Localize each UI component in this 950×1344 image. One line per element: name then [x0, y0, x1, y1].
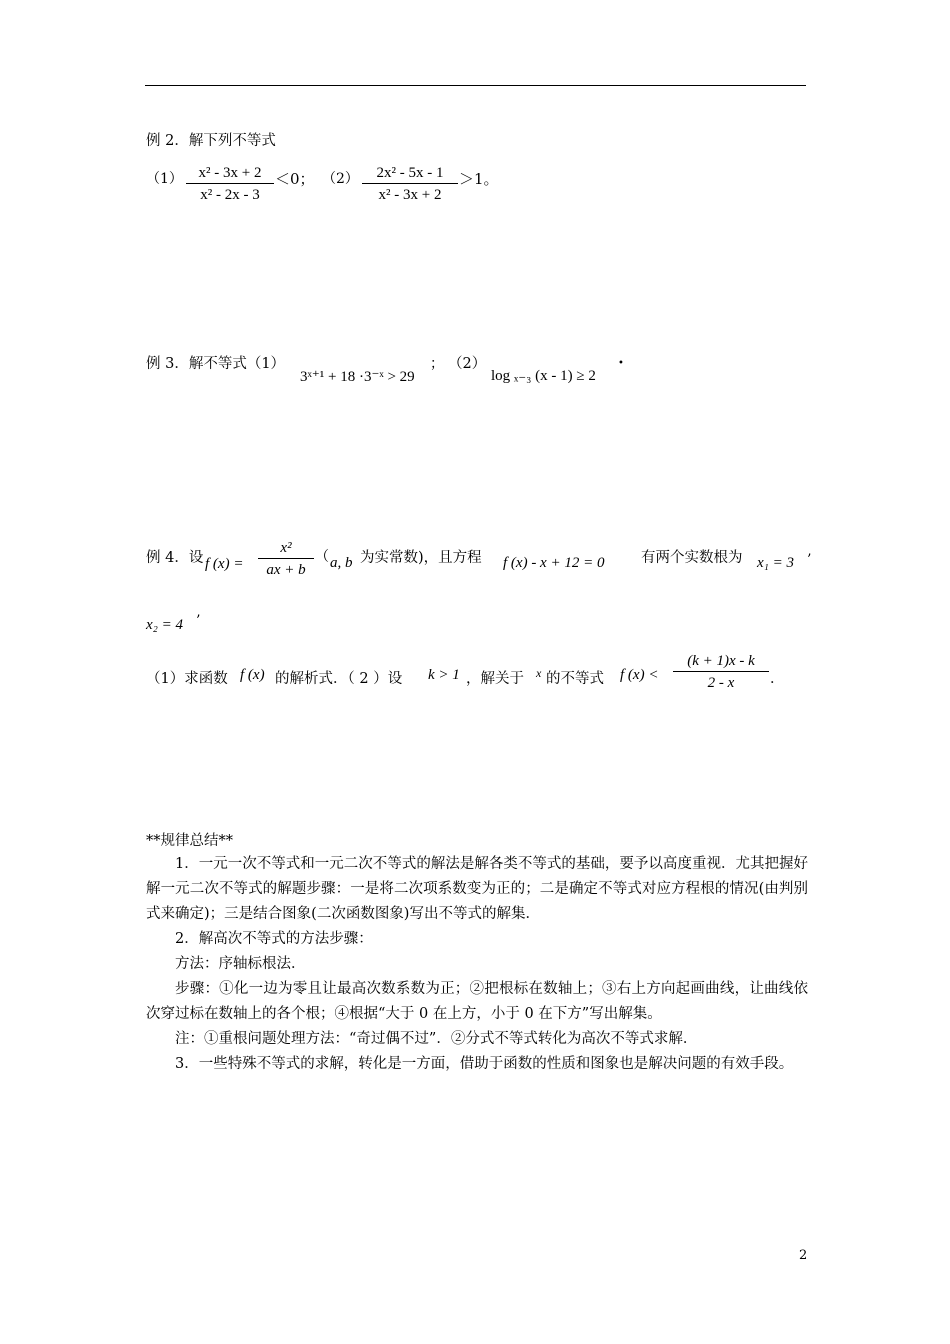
example4-question-2-denominator: 2 - x: [707, 675, 735, 691]
example4-label: 例 4．设: [146, 550, 204, 566]
example4-question-2-text-2: 的不等式: [546, 671, 604, 687]
example4-question-2-numerator: (k + 1)x - k: [673, 653, 769, 672]
example4-params: a, b: [330, 555, 353, 571]
example3-label-2: （2）: [448, 356, 487, 372]
summary-note: 注：①重根问题处理方法：“奇过偶不过”．②分式不等式转化为高次不等式求解．: [175, 1031, 698, 1047]
example4-question-1-label: （1）求函数: [146, 671, 228, 687]
example2-part1-fraction: [186, 165, 274, 204]
example2-part1-denominator: x² - 2x - 3: [200, 187, 260, 203]
example3-label: 例 3．解不等式（1）: [146, 356, 286, 372]
summary-method: 方法：序轴标根法．: [175, 956, 306, 972]
example4-function-numerator: x²: [258, 540, 314, 559]
summary-item-3: 3．一些特殊不等式的求解，转化是一方面，借助于函数的性质和图象也是解决问题的有效手段。: [175, 1056, 794, 1072]
example4-question-2-variable: x: [536, 666, 542, 680]
example2-title: 例 2．解下列不等式: [146, 133, 276, 149]
example2-part2-numerator: 2x² - 5x - 1: [362, 165, 458, 184]
example3-end-mark: •: [618, 358, 624, 369]
example4-question-2-lhs: f (x) <: [620, 667, 659, 683]
summary-item-2: 2．解高次不等式的方法步骤：: [175, 931, 373, 947]
example4-params-text: 为实常数)，且方程: [360, 550, 482, 566]
example4-root-2: x₂ = 4: [146, 617, 183, 633]
example4-function-lhs: f (x) =: [205, 556, 244, 572]
example3-separator: ；: [430, 356, 444, 372]
example2-part1-relation: ＜0；: [275, 170, 315, 188]
example2-part2-denominator: x² - 3x + 2: [378, 187, 442, 203]
example2-part1-numerator: x² - 3x + 2: [186, 165, 274, 184]
summary-heading: **规律总结**: [146, 833, 233, 849]
example4-question-2-end: ．: [770, 671, 785, 687]
example2-part1-label: （1）: [146, 171, 183, 187]
example4-params-open: （: [315, 549, 329, 565]
example4-comma-1: ’: [807, 552, 812, 568]
example2-part2-relation: ＞1。: [459, 170, 499, 188]
example2-part2-fraction: [362, 165, 458, 204]
example3-expression-2: log ₓ₋₃ (x - 1) ≥ 2: [491, 368, 596, 384]
example4-comma-2: ’: [196, 613, 201, 629]
example4-question-1-text: 的解析式．（ 2 ）设: [275, 671, 403, 687]
summary-steps: 步骤：①化一边为零且让最高次数系数为正；②把根标在数轴上；③右上方向起画曲线，让曲线依次穿过标在数轴上的各个根；④根据“大于 0 在上方，小于 0 在下方”写出解集。: [146, 981, 808, 1022]
example4-function-denominator: ax + b: [266, 562, 306, 578]
example4-root-1: x₁ = 3: [757, 555, 794, 571]
summary-item-1: 1．一元一次不等式和一元二次不等式的解法是解各类不等式的基础，要予以高度重视．尤其把握好解一元二次不等式的解题步骤：一是将二次项系数变为正的；二是确定不等式对应方程根的情况(由判别式来确定)；三是结合图象(二次函数图象)写出不等式的解集．: [146, 856, 808, 922]
example2-part2-label: （2）: [322, 171, 359, 187]
example4-equation: f (x) - x + 12 = 0: [503, 555, 605, 571]
example4-question-2-fraction: [673, 653, 769, 692]
example4-roots-text: 有两个实数根为: [641, 550, 743, 566]
example3-expression-1: 3ˣ⁺¹ + 18 ·3⁻ˣ > 29: [300, 369, 415, 385]
page-number: 2: [799, 1248, 808, 1263]
example4-question-2-condition: k > 1: [428, 667, 460, 683]
header-rule: [145, 85, 806, 86]
example4-function-fraction: [258, 540, 314, 579]
example4-question-2-text: ，解关于: [466, 671, 524, 687]
example4-question-1-function: f (x): [240, 667, 265, 683]
